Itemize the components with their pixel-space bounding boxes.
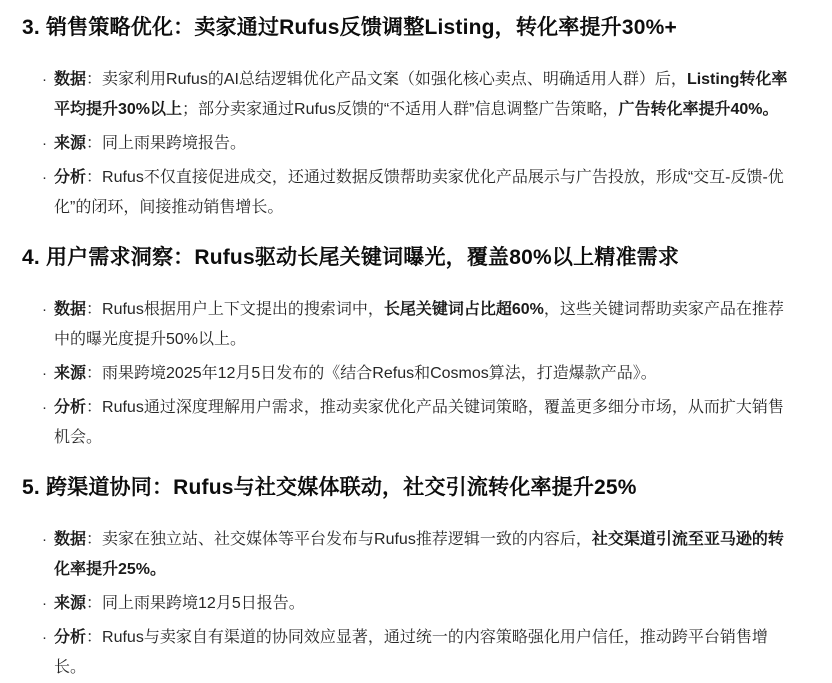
- bullet-label: 数据: [54, 531, 87, 548]
- bullet-list: [22, 525, 794, 683]
- bullet-dot-icon: ·: [42, 71, 47, 88]
- section-title: 4. 用户需求洞察：Rufus驱动长尾关键词曝光，覆盖80%以上精准需求: [22, 246, 680, 269]
- bullet-text: ：Rufus根据用户上下文提出的搜索词中，长尾关键词占比超60%，这些关键词帮助卖家产品在推荐中的曝光度提升50%以上。: [54, 301, 784, 348]
- bullet-label: 来源: [54, 135, 87, 152]
- bullet-item-source: [42, 359, 794, 389]
- bullet-item-analysis: [42, 393, 794, 453]
- bullet-text: ：Rufus不仅直接促进成交，还通过数据反馈帮助卖家优化产品展示与广告投放，形成“交互-反馈-优化”的闭环，间接推动销售增长。: [54, 169, 784, 216]
- bullet-item-data: [42, 295, 794, 355]
- bullet-label: 来源: [54, 365, 87, 382]
- bullet-label: 来源: [54, 595, 87, 612]
- bold-text: 社交渠道引流至亚马逊的转化率提升25%。: [54, 531, 784, 578]
- bullet-label: 分析: [54, 629, 87, 646]
- bullet-label: 数据: [54, 301, 87, 318]
- bullet-text: ：卖家在独立站、社交媒体等平台发布与Rufus推荐逻辑一致的内容后，社交渠道引流至亚马逊的转化率提升25%。: [54, 531, 784, 578]
- bullet-dot-icon: ·: [42, 629, 47, 646]
- section-3-sales-strategy: [22, 15, 794, 223]
- section-title: 3. 销售策略优化：卖家通过Rufus反馈调整Listing，转化率提升30%+: [22, 16, 677, 39]
- bullet-text: ：同上雨果跨境报告。: [86, 135, 247, 152]
- bullet-dot-icon: ·: [42, 399, 47, 416]
- bullet-item-source: [42, 129, 794, 159]
- section-title: 5. 跨渠道协同：Rufus与社交媒体联动，社交引流转化率提升25%: [22, 476, 637, 499]
- bold-text: 长尾关键词占比超60%: [383, 301, 544, 318]
- bold-text: Listing转化率平均提升30%以上: [54, 71, 788, 118]
- bullet-item-source: [42, 589, 794, 619]
- bullet-list: [22, 65, 794, 223]
- bullet-text: ：雨果跨境2025年12月5日发布的《结合Refus和Cosmos算法，打造爆款产品》。: [86, 365, 657, 382]
- bullet-item-analysis: [42, 163, 794, 223]
- bullet-dot-icon: ·: [42, 365, 47, 382]
- bullet-label: 数据: [54, 71, 87, 88]
- bullet-dot-icon: ·: [42, 169, 47, 186]
- bullet-dot-icon: ·: [42, 301, 47, 318]
- bullet-list: [22, 295, 794, 453]
- section-5-cross-channel: [22, 475, 794, 683]
- bullet-text: ：卖家利用Rufus的AI总结逻辑优化产品文案（如强化核心卖点、明确适用人群）后，Listing转化率平均提升30%以上；部分卖家通过Rufus反馈的“不适用人群”信息调整广告策略，广告转化率提升40%。: [54, 71, 788, 118]
- bullet-dot-icon: ·: [42, 135, 47, 152]
- bullet-item-analysis: [42, 623, 794, 683]
- bullet-text: ：Rufus与卖家自有渠道的协同效应显著，通过统一的内容策略强化用户信任，推动跨平台销售增长。: [54, 629, 768, 676]
- bullet-label: 分析: [54, 169, 87, 186]
- bullet-item-data: [42, 525, 794, 585]
- bullet-dot-icon: ·: [42, 595, 47, 612]
- bullet-dot-icon: ·: [42, 531, 47, 548]
- bullet-text: ：同上雨果跨境12月5日报告。: [86, 595, 305, 612]
- bullet-text: ：Rufus通过深度理解用户需求，推动卖家优化产品关键词策略，覆盖更多细分市场，从而扩大销售机会。: [54, 399, 784, 446]
- section-4-user-insight: [22, 245, 794, 453]
- bullet-item-data: [42, 65, 794, 125]
- bullet-label: 分析: [54, 399, 87, 416]
- bold-text: 广告转化率提升40%。: [618, 101, 779, 118]
